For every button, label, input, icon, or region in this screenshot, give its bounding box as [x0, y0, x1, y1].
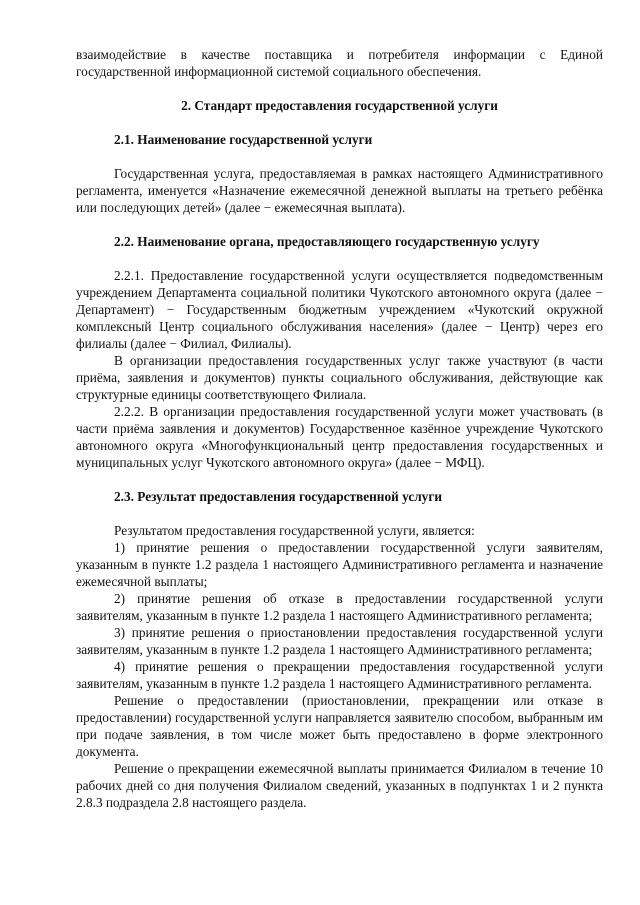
result-item-2: 2) принятие решения об отказе в предоставлении государственной услуги заявителям, указанным в пункте 1.2 раздела 1 настоящего Административного регламента; — [76, 591, 603, 623]
subsection-2-1-paragraph: Государственная услуга, предоставляемая в рамках настоящего Административного регламента, именуется «Назначение ежемесячной денежной выплаты на третьего ребёнка или последующих детей» (далее − ежемесячная выплата). — [76, 166, 603, 215]
subsection-2-3-paragraph-termination: Решение о прекращении ежемесячной выплаты принимается Филиалом в течение 10 рабочих дней со дня получения Филиалом сведений, указанных в подпунктах 1 и 2 пункта 2.8.3 подраздела 2.8 настоящего раздела. — [76, 761, 603, 810]
subsection-2-2-paragraph-1: 2.2.1. Предоставление государственной услуги осуществляется подведомственным учреждением Департамента социальной политики Чукотского автономного округа (далее − Департамент) − Государственным бюджетным учреждением «Чукотский окружной комплексный Центр социального обслуживания населения» (далее − Центр) через его филиалы (далее − Филиал, Филиалы). — [76, 268, 603, 351]
result-item-3: 3) принятие решения о приостановлении предоставления государственной услуги заявителям, указанным в пункте 1.2 раздела 1 настоящего Административного регламента; — [76, 625, 603, 657]
subsection-2-3-lead: Результатом предоставления государственной услуги, является: — [114, 523, 475, 538]
subsection-2-3-paragraph-decision: Решение о предоставлении (приостановлении, прекращении или отказе в предоставлении) государственной услуги направляется заявителю способом, выбранным им при подаче заявления, в том числе может быть предоставлено в форме электронного документа. — [76, 693, 603, 759]
document-page — [76, 46, 603, 811]
intro-paragraph: взаимодействие в качестве поставщика и потребителя информации с Единой государственной информационной системой социального обеспечения. — [76, 47, 603, 79]
subsection-2-1-heading: 2.1. Наименование государственной услуги — [114, 132, 373, 147]
section-2-heading: 2. Стандарт предоставления государственной услуги — [181, 98, 498, 113]
subsection-2-2-paragraph-2: В организации предоставления государственных услуг также участвуют (в части приёма, заявления и документов) пункты социального обслуживания, действующие как структурные единицы соответствующего Филиала. — [76, 353, 603, 402]
subsection-2-2-paragraph-3: 2.2.2. В организации предоставления государственной услуги может участвовать (в части приёма заявления и документов) Государственное казённое учреждение Чукотского автономного округа «Многофункциональный центр предоставления государственных и муниципальных услуг Чукотского автономного округа» (далее − МФЦ). — [76, 404, 603, 470]
result-item-4: 4) принятие решения о прекращении предоставления государственной услуги заявителям, указанным в пункте 1.2 раздела 1 настоящего Административного регламента. — [76, 659, 603, 691]
result-item-1: 1) принятие решения о предоставлении государственной услуги заявителям, указанным в пункте 1.2 раздела 1 настоящего Административного регламента и назначение ежемесячной выплаты; — [76, 540, 603, 589]
subsection-2-2-heading: 2.2. Наименование органа, предоставляющего государственную услугу — [114, 234, 540, 249]
subsection-2-3-heading: 2.3. Результат предоставления государственной услуги — [114, 489, 443, 504]
